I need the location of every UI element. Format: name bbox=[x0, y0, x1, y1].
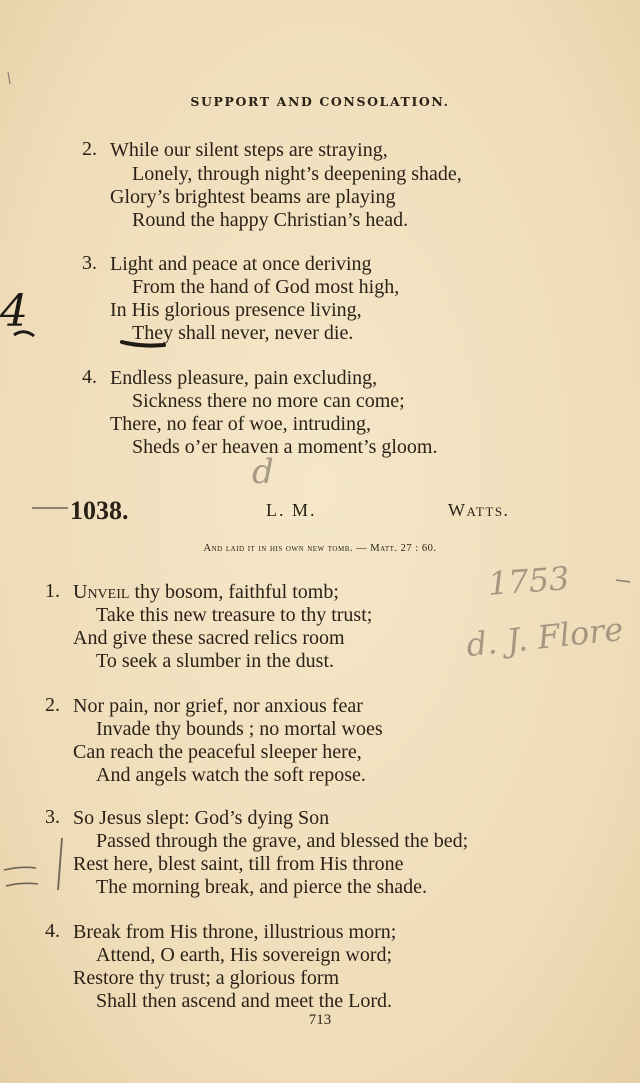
epigraph: And laid it in his own new tomb. — Matt. 27 : 60. bbox=[203, 543, 437, 554]
stanza-number: 2. bbox=[82, 138, 97, 160]
verse-line: Break from His throne, illustrious morn; bbox=[73, 921, 397, 943]
verse-line: Sickness there no more can come; bbox=[132, 390, 405, 412]
verse-line: Attend, O earth, His sovereign word; bbox=[96, 944, 393, 966]
verse-line: Restore thy trust; a glorious form bbox=[73, 967, 340, 989]
hymn-meter: L. M. bbox=[266, 500, 317, 520]
verse-line: Passed through the grave, and blessed the bed; bbox=[96, 830, 469, 852]
hymn-number: 1038. bbox=[70, 496, 129, 525]
verse-line: Shall then ascend and meet the Lord. bbox=[96, 990, 393, 1012]
pencil-year-annotation: 1753 bbox=[486, 559, 571, 603]
verse-line: Sheds o’er heaven a moment’s gloom. bbox=[132, 436, 438, 458]
verse-line: So Jesus slept: God’s dying Son bbox=[73, 807, 330, 829]
verse-line: Invade thy bounds ; no mortal woes bbox=[96, 718, 383, 740]
pencil-dash bbox=[616, 580, 630, 582]
verse-line: To seek a slumber in the dust. bbox=[96, 650, 334, 672]
first-word: Unveil bbox=[73, 581, 130, 603]
stanza-number: 4. bbox=[45, 920, 60, 942]
verse-line: Lonely, through night’s deepening shade, bbox=[132, 163, 462, 185]
verse-line: And angels watch the soft repose. bbox=[96, 764, 366, 786]
verse-line: The morning break, and pierce the shade. bbox=[96, 876, 427, 898]
verse-line: Nor pain, nor grief, nor anxious fear bbox=[73, 695, 363, 717]
first-line-rest: thy bosom, faithful tomb; bbox=[129, 581, 339, 603]
stanza-number: 4. bbox=[82, 366, 97, 388]
pencil-margin-letter: d bbox=[252, 452, 274, 492]
verse-line: Can reach the peaceful sleeper here, bbox=[73, 741, 362, 763]
page-number: 713 bbox=[308, 1012, 332, 1028]
stanza-number: 3. bbox=[45, 806, 60, 828]
verse-line: Rest here, blest saint, till from His throne bbox=[73, 853, 404, 875]
pencil-name-annotation: d. J. Flore bbox=[464, 609, 626, 665]
verse-line: Light and peace at once deriving bbox=[110, 253, 372, 275]
stanza-number: 2. bbox=[45, 694, 60, 716]
verse-line: In His glorious presence living, bbox=[110, 299, 362, 321]
stanza-number: 3. bbox=[82, 252, 97, 274]
pencil-dash bbox=[6, 883, 38, 886]
verse-line: Endless pleasure, pain excluding, bbox=[110, 367, 378, 389]
verse-line: They shall never, never die. bbox=[132, 322, 354, 344]
hymn-author: Watts. bbox=[448, 500, 510, 520]
verse-line: From the hand of God most high, bbox=[132, 276, 400, 298]
verse-line: Take this new treasure to thy trust; bbox=[96, 604, 373, 626]
verse-line: Glory’s brightest beams are playing bbox=[110, 186, 396, 208]
running-head: SUPPORT AND CONSOLATION. bbox=[190, 94, 450, 109]
ink-margin-number: 4 bbox=[0, 286, 28, 337]
stanza-number: 1. bbox=[45, 580, 60, 602]
pencil-tick bbox=[8, 72, 10, 84]
verse-line: And give these sacred relics room bbox=[73, 627, 345, 649]
ink-underline bbox=[122, 342, 164, 346]
pencil-dash bbox=[4, 867, 36, 870]
verse-line: Round the happy Christian’s head. bbox=[132, 209, 409, 231]
verse-line: There, no fear of woe, intruding, bbox=[110, 413, 372, 435]
ink-flourish bbox=[14, 332, 34, 336]
pencil-vertical-stroke bbox=[58, 838, 62, 890]
verse-line: While our silent steps are straying, bbox=[110, 139, 388, 161]
